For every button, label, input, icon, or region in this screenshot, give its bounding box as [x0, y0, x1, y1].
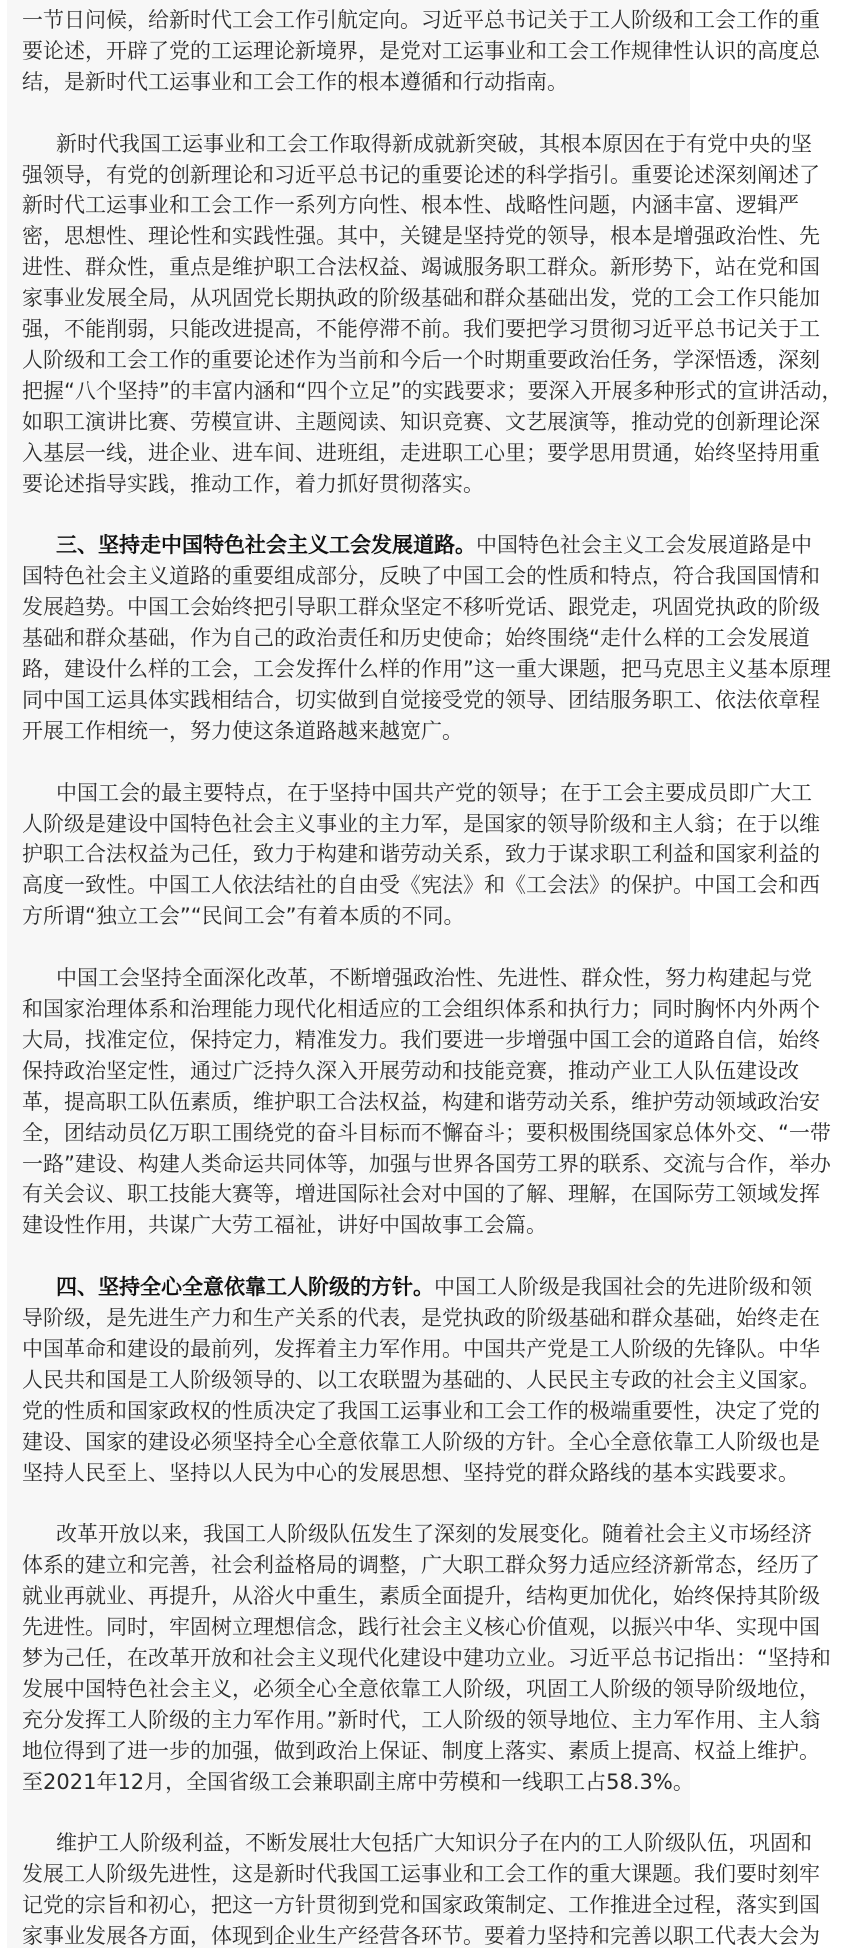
section-heading: 三、坚持走中国特色社会主义工会发展道路。	[56, 533, 476, 558]
text-line	[22, 654, 831, 685]
line-text: 同中国工运具体实践相结合，切实做到自觉接受党的领导、团结服务职工、依法依章程	[22, 687, 820, 712]
text-line	[22, 1334, 820, 1365]
line-text: 保持政治坚定性，通过广泛持久深入开展劳动和技能竞赛，推动产业工人队伍建设改	[22, 1058, 799, 1083]
line-text: 高度一致性。中国工人依法结社的自由受《宪法》和《工会法》的保护。中国工会和西	[22, 873, 820, 898]
line-text: 大局，找准定位，保持定力，精准发力。我们要进一步增强中国工会的道路自信，始终	[22, 1027, 820, 1052]
text-line	[22, 1921, 820, 1952]
text-line	[22, 407, 820, 438]
text-line	[22, 1025, 820, 1056]
line-text: 先进性。同时，牢固树立理想信念，践行社会主义核心价值观，以振兴中华、实现中国	[22, 1615, 820, 1640]
line-text: 结，是新时代工运事业和工会工作的根本遵循和行动指南。	[22, 69, 568, 94]
text-line	[22, 963, 812, 994]
text-line	[22, 36, 820, 67]
text-line	[22, 1118, 831, 1149]
text-line	[22, 252, 820, 283]
text-line	[22, 809, 820, 840]
text-line	[22, 1828, 812, 1859]
text-line	[22, 438, 820, 469]
line-text: 强领导，有党的创新理论和习近平总书记的重要论述的科学指引。重要论述深刻阐述了	[22, 162, 820, 187]
section-paragraph	[22, 1272, 820, 1488]
text-line	[22, 1303, 820, 1334]
line-text: 要论述，开辟了党的工运理论新境界，是党对工运事业和工会工作规律性认识的高度总	[22, 38, 820, 63]
paragraph	[22, 778, 820, 933]
text-line	[22, 1087, 820, 1118]
line-text: 导阶级，是先进生产力和生产关系的代表，是党执政的阶级基础和群众基础，始终走在	[22, 1306, 820, 1331]
line-text: 全，团结动员亿万职工围绕党的奋斗目标而不懈奋斗；要积极围绕国家总体外交、“一带	[22, 1120, 831, 1145]
line-text: 开展工作相统一，努力使这条道路越来越宽广。	[22, 718, 463, 743]
paragraph	[22, 1828, 820, 1952]
text-line	[22, 283, 820, 314]
line-text: 方所谓“独立工会”“民间工会”有着本质的不同。	[22, 904, 465, 929]
text-line	[22, 1612, 820, 1643]
text-line	[22, 1705, 821, 1736]
text-line	[22, 1427, 820, 1458]
text-line	[22, 685, 820, 716]
paragraph	[22, 1519, 831, 1797]
text-line	[22, 1859, 820, 1890]
text-line	[22, 1396, 820, 1427]
text-line	[22, 561, 820, 592]
section-paragraph	[22, 530, 831, 746]
text-line	[22, 469, 674, 500]
text-line	[22, 345, 820, 376]
paragraph	[22, 963, 831, 1241]
line-text: 基础和群众基础，作为自己的政治责任和历史使命；始终围绕“走什么样的工会发展道	[22, 626, 810, 651]
line-text: 一节日问候，给新时代工会工作引航定向。习近平总书记关于工人阶级和工会工作的重	[22, 8, 820, 32]
line-text: 新时代工运事业和工会工作一系列方向性、根本性、战略性问题，内涵丰富、逻辑严	[22, 193, 799, 218]
text-line	[22, 1519, 812, 1550]
line-text: 充分发挥工人阶级的主力军作用。”新时代，工人阶级的领导地位、主力军作用、主人翁	[22, 1707, 821, 1732]
text-line	[22, 5, 820, 36]
line-text: 改革开放以来，我国工人阶级队伍发生了深刻的发展变化。随着社会主义市场经济	[56, 1522, 812, 1547]
paragraph	[22, 5, 820, 98]
text-line	[22, 1643, 831, 1674]
text-line	[22, 592, 820, 623]
text-line	[22, 1674, 820, 1705]
text-line	[22, 1210, 674, 1241]
text-line	[22, 1767, 694, 1798]
text-line	[22, 129, 812, 160]
line-text: 中国特色社会主义工会发展道路是中	[476, 533, 812, 558]
line-text: 要论述指导实践，推动工作，着力抓好贯彻落实。	[22, 471, 484, 496]
text-line	[22, 1581, 820, 1612]
text-line	[22, 1149, 831, 1180]
line-text: 强，不能削弱，只能改进提高，不能停滞不前。我们要把学习贯彻习近平总书记关于工	[22, 317, 820, 342]
line-text: 进性、群众性，重点是维护职工合法权益、竭诚服务职工群众。新形势下，站在党和国	[22, 255, 820, 280]
text-line	[22, 221, 820, 252]
text-line	[22, 1272, 812, 1303]
text-line	[22, 778, 812, 809]
text-line	[22, 901, 674, 932]
line-text: 入基层一线，进企业、进车间、进班组，走进职工心里；要学思用贯通，始终坚持用重	[22, 440, 820, 465]
line-text: 新时代我国工运事业和工会工作取得新成就新突破，其根本原因在于有党中央的坚	[56, 131, 812, 156]
line-text: 革，提高职工队伍素质，维护职工合法权益，构建和谐劳动关系，维护劳动领域政治安	[22, 1089, 820, 1114]
line-text: 中国革命和建设的最前列，发挥着主力军作用。中国共产党是工人阶级的先锋队。中华	[22, 1336, 820, 1361]
line-text: 中国工人阶级是我国社会的先进阶级和领	[434, 1275, 812, 1300]
line-text: 密，思想性、理论性和实践性强。其中，关键是坚持党的领导，根本是增强政治性、先	[22, 224, 820, 249]
line-text: 一路”建设、构建人类命运共同体等，加强与世界各国劳工界的联系、交流与合作，举办	[22, 1151, 831, 1176]
line-text: 发展中国特色社会主义，必须全心全意依靠工人阶级，巩固工人阶级的领导阶级地位，	[22, 1676, 820, 1701]
text-line	[22, 1736, 820, 1767]
line-text: 路，建设什么样的工会，工会发挥什么样的作用”这一重大课题，把马克思主义基本原理	[22, 657, 831, 682]
line-text: 党的性质和国家政权的性质决定了我国工运事业和工会工作的极端重要性，决定了党的	[22, 1398, 820, 1423]
line-text: 家事业发展各方面，体现到企业生产经营各环节。要着力坚持和完善以职工代表大会为	[22, 1924, 820, 1949]
line-text: 如职工演讲比赛、劳模宣讲、主题阅读、知识竞赛、文艺展演等，推动党的创新理论深	[22, 409, 820, 434]
line-text: 记党的宗旨和初心，把这一方针贯彻到党和国家政策制定、工作推进全过程，落实到国	[22, 1893, 820, 1918]
text-line	[22, 376, 843, 407]
text-line	[22, 623, 810, 654]
line-text: 人民共和国是工人阶级领导的、以工农联盟为基础的、人民民主专政的社会主义国家。	[22, 1367, 820, 1392]
line-text: 人阶级是建设中国特色社会主义事业的主力军，是国家的领导阶级和主人翁；在于以维	[22, 811, 820, 836]
text-line	[22, 1550, 820, 1581]
line-text: 建设性作用，共谋广大劳工福祉，讲好中国故事工会篇。	[22, 1213, 547, 1238]
text-line	[22, 994, 820, 1025]
text-line	[22, 530, 812, 561]
text-line	[22, 870, 820, 901]
section-heading: 四、坚持全心全意依靠工人阶级的方针。	[56, 1275, 434, 1300]
text-line	[22, 190, 799, 221]
line-text: 就业再就业、再提升，从浴火中重生，素质全面提升，结构更加优化，始终保持其阶级	[22, 1584, 820, 1609]
text-line	[22, 1056, 799, 1087]
text-line	[22, 716, 674, 747]
line-text: 有关会议、职工技能大赛等，增进国际社会对中国的了解、理解，在国际劳工领域发挥	[22, 1182, 820, 1207]
article-body	[7, 0, 843, 1949]
line-text: 护职工合法权益为己任，致力于构建和谐劳动关系，致力于谋求职工利益和国家利益的	[22, 842, 820, 867]
line-text: 地位得到了进一步的加强，做到政治上保证、制度上落实、素质上提高、权益上维护。	[22, 1738, 820, 1763]
text-line	[22, 67, 674, 98]
line-text: 建设、国家的建设必须坚持全心全意依靠工人阶级的方针。全心全意依靠工人阶级也是	[22, 1429, 820, 1454]
line-text: 把握“八个坚持”的丰富内涵和“四个立足”的实践要求；要深入开展多种形式的宣讲活动，	[22, 378, 843, 403]
line-text: 维护工人阶级利益，不断发展壮大包括广大知识分子在内的工人阶级队伍，巩固和	[56, 1831, 812, 1856]
text-line	[22, 1179, 820, 1210]
line-text: 体系的建立和完善，社会利益格局的调整，广大职工群众努力适应经济新常态，经历了	[22, 1553, 820, 1578]
text-line	[22, 1458, 799, 1489]
line-text: 发展工人阶级先进性，这是新时代我国工运事业和工会工作的重大课题。我们要时刻牢	[22, 1862, 820, 1887]
line-text: 国特色社会主义道路的重要组成部分，反映了中国工会的性质和特点，符合我国国情和	[22, 564, 820, 589]
line-text: 中国工会坚持全面深化改革，不断增强政治性、先进性、群众性，努力构建起与党	[56, 966, 812, 991]
line-text: 坚持人民至上、坚持以人民为中心的发展思想、坚持党的群众路线的基本实践要求。	[22, 1460, 799, 1485]
text-line	[22, 1365, 820, 1396]
line-text: 中国工会的最主要特点，在于坚持中国共产党的领导；在于工会主要成员即广大工	[56, 780, 812, 805]
line-text: 和国家治理体系和治理能力现代化相适应的工会组织体系和执行力；同时胸怀内外两个	[22, 997, 820, 1021]
line-text: 家事业发展全局，从巩固党长期执政的阶级基础和群众基础出发，党的工会工作只能加	[22, 286, 820, 311]
text-line	[22, 1890, 820, 1921]
line-text: 发展趋势。中国工会始终把引导职工群众坚定不移听党话、跟党走，巩固党执政的阶级	[22, 595, 820, 620]
line-text: 梦为己任，在改革开放和社会主义现代化建设中建功立业。习近平总书记指出：“坚持和	[22, 1646, 831, 1671]
text-line	[22, 314, 820, 345]
text-line	[22, 839, 820, 870]
paragraph	[22, 129, 843, 500]
line-text: 至2021年12月，全国省级工会兼职副主席中劳模和一线职工占58.3%。	[22, 1769, 694, 1794]
line-text: 人阶级和工会工作的重要论述作为当前和今后一个时期重要政治任务，学深悟透，深刻	[22, 347, 820, 372]
text-line	[22, 160, 820, 191]
